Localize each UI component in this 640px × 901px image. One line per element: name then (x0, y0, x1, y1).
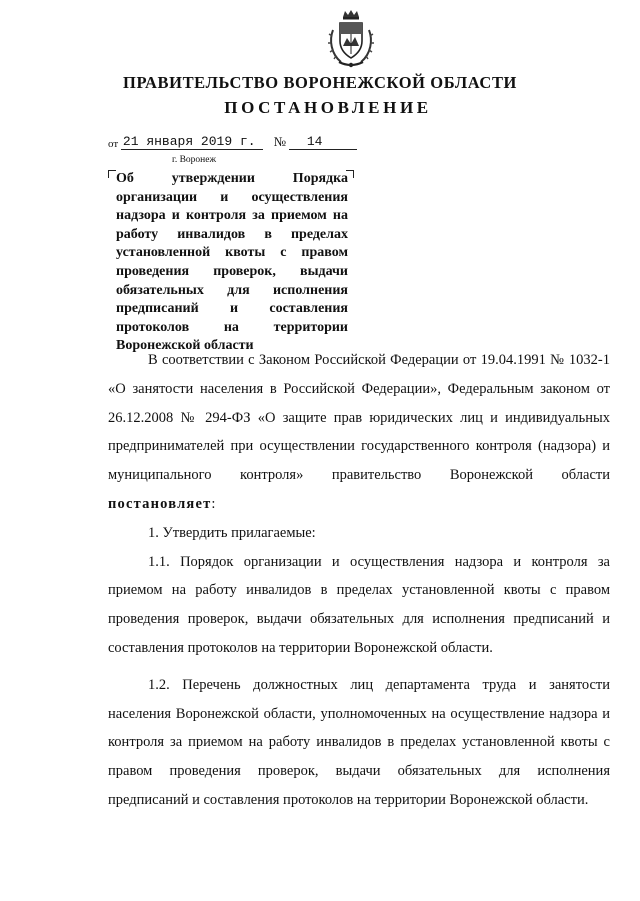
item-1: 1. Утвердить прилагаемые: (148, 524, 316, 541)
document-date: 21 января 2019 г. (121, 134, 263, 150)
document-type: ПОСТАНОВЛЕНИЕ (224, 98, 432, 117)
document-meta (108, 134, 357, 156)
coat-of-arms-icon (327, 8, 375, 70)
item-1-2: 1.2. Перечень должностных лиц департамента труда и занятости населения Воронежской области, уполномоченных на осуществление надзора и контроля за приемом на работу инвалидов в пределах установленной квоты с правом проведения проверок, выдачи обязательных для исполнения предписаний и составления протоколов на территории Воронежской области. (108, 676, 610, 808)
document-number: 14 (289, 134, 357, 150)
corner-bracket-left (108, 170, 116, 178)
government-title: ПРАВИТЕЛЬСТВО ВОРОНЕЖСКОЙ ОБЛАСТИ (123, 73, 517, 92)
preamble-text: В соответствии с Законом Российской Федерации от 19.04.1991 № 1032-1 «О занятости населения в Российской Федерации», Федеральным законом от 26.12.2008 № 294-ФЗ «О защите прав юридических лиц и индивидуальных предпринимателей при осуществлении государственного контроля (надзора) и муниципального контроля» правительство Воронежской области (108, 352, 610, 484)
number-label: № (273, 134, 287, 149)
item-1-1: 1.1. Порядок организации и осуществления надзора и контроля за приемом на работу инвалидов в пределах установленной квоты с правом проведения проверок, выдачи обязательных для исполнения предписаний и составления протоколов на территории Воронежской области. (108, 553, 610, 656)
resolves-word: постановляет (108, 495, 212, 512)
subject-title: Об утверждении Порядка организации и осуществления надзора и контроля за приемом на работу инвалидов в пределах установленной квоты с правом проведения проверок, выдачи обязательных для исполнения предписаний и составления протоколов на территории Воронежской области (116, 171, 348, 354)
document-body (108, 346, 610, 815)
subject-block (108, 170, 348, 356)
city: г. Воронеж (172, 155, 217, 165)
corner-bracket-right (346, 170, 354, 178)
resolves-colon: : (211, 495, 216, 512)
date-label: от (108, 138, 119, 150)
preamble-paragraph (108, 346, 610, 519)
